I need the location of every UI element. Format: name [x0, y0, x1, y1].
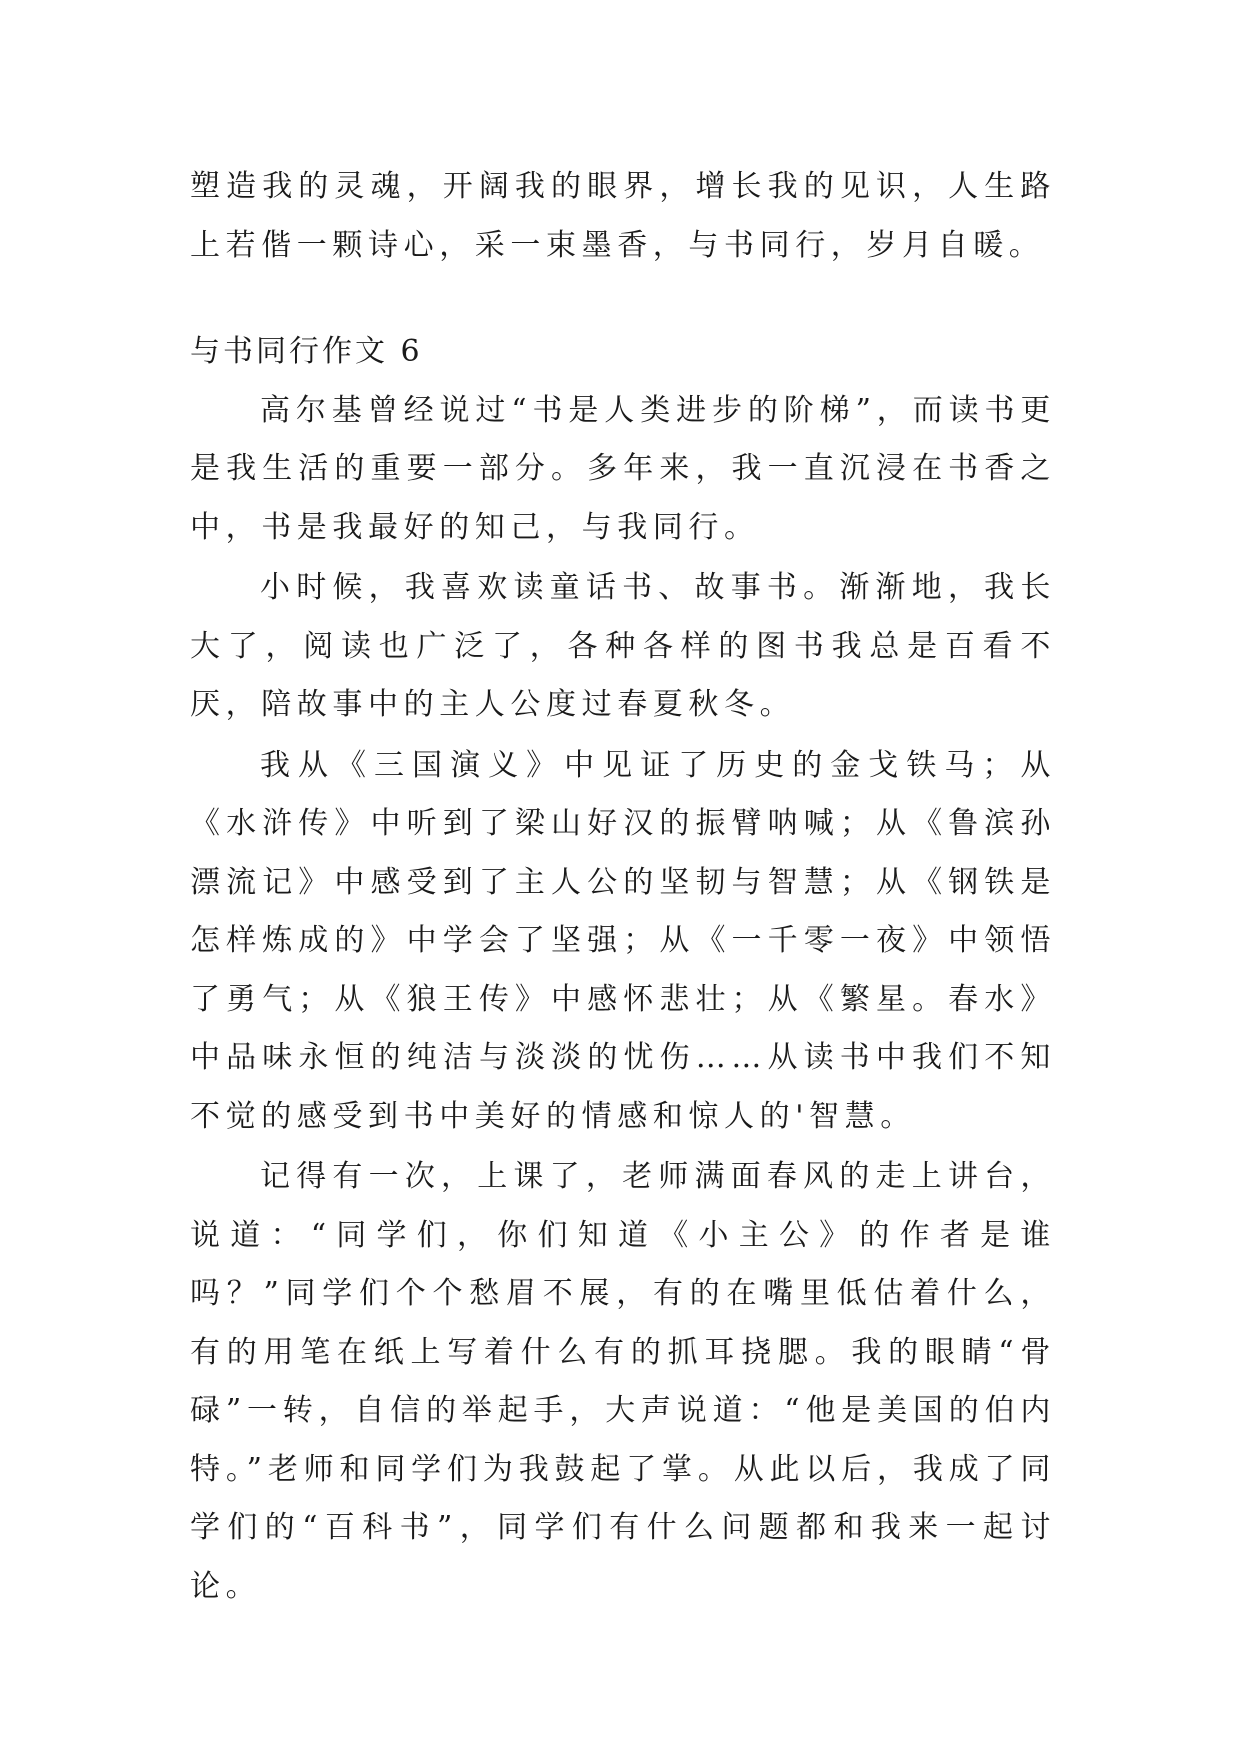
body-paragraph-1: 高尔基曾经说过“书是人类进步的阶梯”，而读书更是我生活的重要一部分。多年来，我一直沉浸在书香之中，书是我最好的知己，与我同行。	[190, 392, 1056, 545]
body-paragraph-3: 我从《三国演义》中见证了历史的金戈铁马；从《水浒传》中听到了梁山好汉的振臂呐喊；从《鲁滨孙漂流记》中感受到了主人公的坚韧与智慧；从《钢铁是怎样炼成的》中学会了坚强；从《一千零一夜》中领悟了勇气；从《狼王传》中感怀悲壮；从《繁星。春水》中品味永恒的纯洁与淡淡的忧伤……从读书中我们不知不觉的感受到书中美好的情感和惊人的'智慧。	[190, 747, 1056, 1134]
body-paragraph-2: 小时候，我喜欢读童话书、故事书。渐渐地，我长大了，阅读也广泛了，各种各样的图书我总是百看不厌，陪故事中的主人公度过春夏秋冬。	[190, 570, 1056, 722]
text-column	[190, 158, 1056, 1616]
continuation-paragraph: 塑造我的灵魂，开阔我的眼界，增长我的见识，人生路上若偕一颗诗心，采一束墨香，与书同行，岁月自暖。	[190, 169, 1056, 263]
section-spacer	[190, 275, 1056, 323]
section-title: 与书同行作文 6	[190, 334, 423, 369]
body-paragraph-4: 记得有一次，上课了，老师满面春风的走上讲台，说道：“同学们，你们知道《小主公》的作者是谁吗？”同学们个个愁眉不展，有的在嘴里低估着什么，有的用笔在纸上写着什么有的抓耳挠腮。我的眼睛“骨碌”一转，自信的举起手，大声说道：“他是美国的伯内特。”老师和同学们为我鼓起了掌。从此以后，我成了同学们的“百科书”，同学们有什么问题都和我来一起讨论。	[190, 1159, 1056, 1604]
